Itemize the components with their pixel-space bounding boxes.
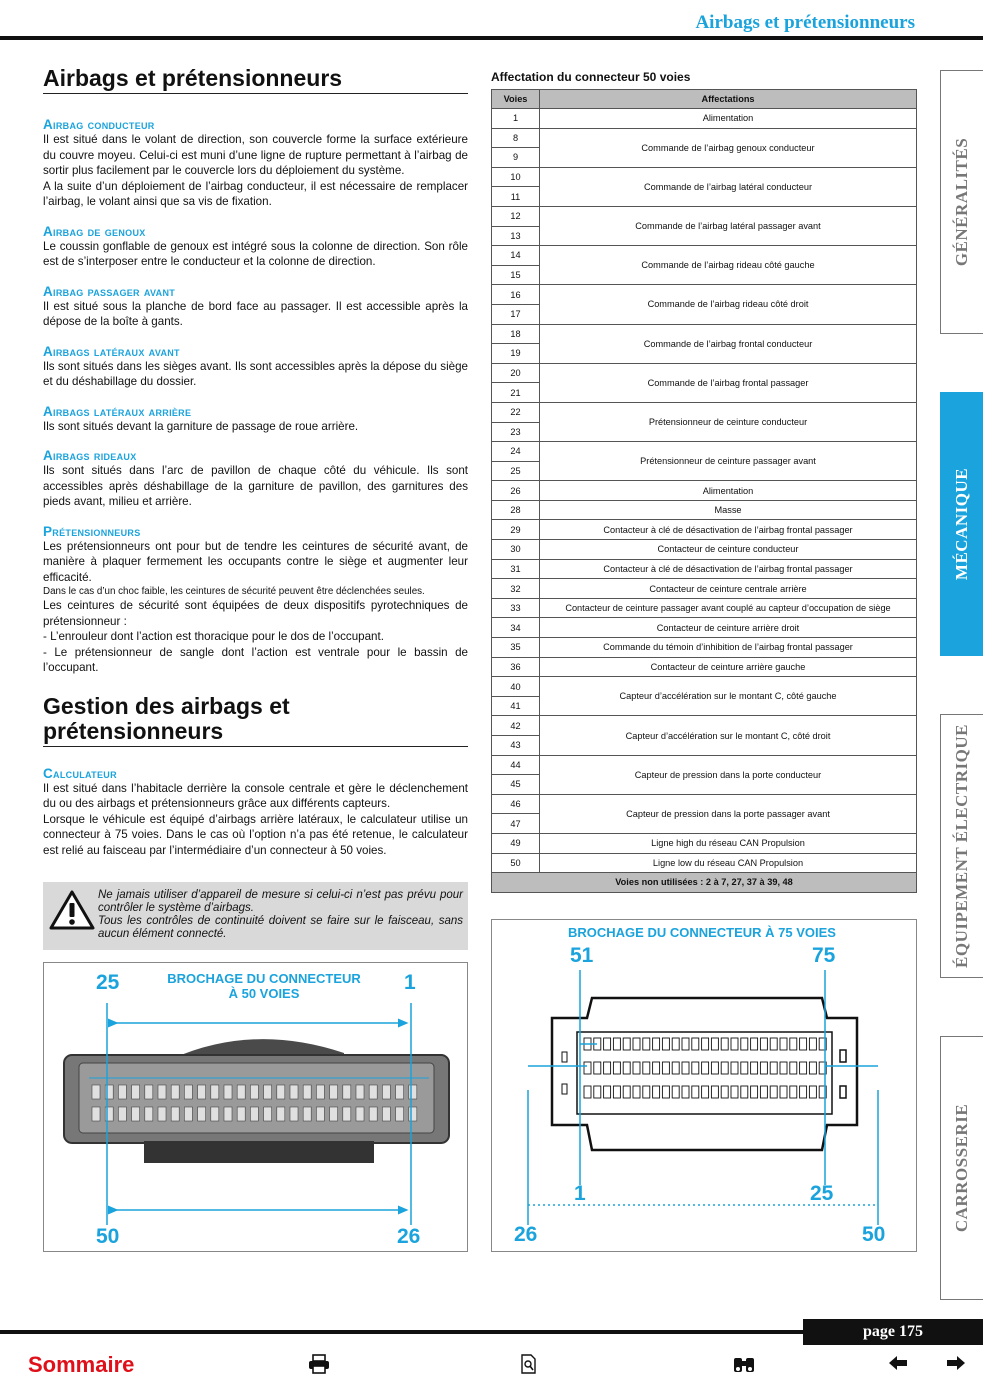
connector-pin bbox=[613, 1038, 620, 1050]
pin-label: 1 bbox=[404, 971, 416, 994]
paragraph: - Le prétensionneur de sangle dont l’action est ventrale pour le bassin de l’occupant. bbox=[43, 645, 468, 674]
paragraph: Ils sont situés devant la garniture de passage de roue arrière. bbox=[43, 419, 359, 433]
connector-pin bbox=[158, 1107, 166, 1121]
connector-pin bbox=[662, 1062, 669, 1074]
table-row bbox=[492, 794, 917, 814]
connector-pin bbox=[702, 1038, 709, 1050]
connector-pin bbox=[171, 1107, 179, 1121]
connector-pin bbox=[770, 1062, 777, 1074]
connector-pin bbox=[369, 1085, 377, 1099]
header-voies: Voies bbox=[492, 90, 540, 109]
running-header: Airbags et prétensionneurs bbox=[695, 12, 915, 33]
paragraph: Lorsque le véhicule est équipé d’airbags arrière latéraux, le calculateur utilise un connecteur à 75 voies. Dans le cas où l’option n’a pas été retenue, le calculateur est relié au faisceau par l’intermédiaire d’un connecteur à 50 voies. bbox=[43, 812, 468, 857]
affectation-cell: Commande de l’airbag latéral passager avant bbox=[540, 206, 917, 245]
connector-pin bbox=[343, 1107, 351, 1121]
paragraph: A la suite d’un déploiement de l’airbag conducteur, il est nécessaire de remplacer l’airbag, le volant ainsi que sa vis de fixation. bbox=[43, 179, 468, 208]
connector-pin bbox=[409, 1107, 417, 1121]
paragraph: - L’enrouleur dont l’action est thoracique pour le dos de l’occupant. bbox=[43, 630, 384, 643]
connector-pin bbox=[604, 1038, 611, 1050]
table-row bbox=[492, 853, 917, 873]
affectation-cell: Contacteur de ceinture arrière gauche bbox=[540, 657, 917, 677]
voie-cell: 45 bbox=[492, 775, 540, 795]
affectation-cell: Prétensionneur de ceinture conducteur bbox=[540, 402, 917, 441]
connector-pin bbox=[653, 1062, 660, 1074]
connector-pin bbox=[780, 1038, 787, 1050]
pin-label: 26 bbox=[397, 1225, 421, 1248]
table-row bbox=[492, 657, 917, 677]
affectation-cell: Capteur de pression dans la porte passager avant bbox=[540, 794, 917, 833]
table-row bbox=[492, 677, 917, 697]
connector-pin bbox=[633, 1038, 640, 1050]
affectation-cell: Ligne low du réseau CAN Propulsion bbox=[540, 853, 917, 873]
connector-pin bbox=[171, 1085, 179, 1099]
connector-pin bbox=[277, 1107, 285, 1121]
tab-generalites[interactable] bbox=[940, 70, 983, 334]
binoculars-icon[interactable] bbox=[732, 1354, 756, 1379]
connector-pin bbox=[594, 1086, 601, 1098]
connector-pin bbox=[760, 1062, 767, 1074]
connector-pin bbox=[604, 1062, 611, 1074]
voie-cell: 47 bbox=[492, 814, 540, 834]
header-rule bbox=[0, 36, 983, 40]
paragraph: Il est situé dans le volant de direction, son couvercle forme la surface extérieure du couvre moyeu. Celui-ci est muni d’une ligne de rupture permettant à l’airbag de sortir plus facilement par le couvercle lors du déploiement du système. bbox=[43, 133, 468, 177]
connector-pin bbox=[303, 1085, 311, 1099]
connector-pin bbox=[682, 1038, 689, 1050]
connector-pin bbox=[145, 1107, 153, 1121]
connector-pin bbox=[211, 1085, 219, 1099]
connector-pin bbox=[198, 1085, 206, 1099]
table-row bbox=[492, 442, 917, 462]
connector-pin bbox=[741, 1038, 748, 1050]
voie-cell: 31 bbox=[492, 559, 540, 579]
connector-pin bbox=[584, 1062, 591, 1074]
voie-cell: 18 bbox=[492, 324, 540, 344]
voie-cell: 22 bbox=[492, 402, 540, 422]
paragraph: Ils sont situés dans les sièges avant. Ils sont accessibles après la dépose du siège et du déshabillage du dossier. bbox=[43, 359, 468, 388]
tab-mecanique[interactable] bbox=[940, 392, 983, 656]
connector-pin bbox=[369, 1107, 377, 1121]
section-title-gestion: Gestion des airbags et prétensionneurs bbox=[43, 694, 468, 747]
voie-cell: 12 bbox=[492, 206, 540, 226]
connector-pin bbox=[731, 1086, 738, 1098]
connector-pin bbox=[356, 1107, 364, 1121]
connector-pin bbox=[158, 1085, 166, 1099]
affectation-cell: Contacteur de ceinture passager avant couplé au capteur d’occupation de siège bbox=[540, 598, 917, 618]
pin-label: 25 bbox=[96, 971, 120, 994]
connector-pin bbox=[92, 1085, 100, 1099]
connector-pin bbox=[184, 1107, 192, 1121]
connector-pin bbox=[613, 1086, 620, 1098]
connector-pin bbox=[780, 1086, 787, 1098]
voie-cell: 32 bbox=[492, 579, 540, 599]
connector-pin bbox=[780, 1062, 787, 1074]
connector-pin bbox=[662, 1086, 669, 1098]
connector-pin bbox=[623, 1062, 630, 1074]
caption-line: BROCHAGE DU CONNECTEUR bbox=[167, 971, 361, 986]
affectation-cell: Commande de l’airbag rideau côté gauche bbox=[540, 246, 917, 285]
heading-lateraux-arriere: Airbags latéraux arrière bbox=[43, 403, 192, 419]
warning-icon bbox=[49, 890, 95, 930]
affectation-cell: Masse bbox=[540, 500, 917, 520]
affectation-cell: Commande du témoin d’inhibition de l’airbag frontal passager bbox=[540, 638, 917, 658]
affectation-cell: Contacteur à clé de désactivation de l’airbag frontal passager bbox=[540, 559, 917, 579]
note-small: Dans le cas d’un choc faible, les ceintures de sécurité peuvent être déclenchées seules. bbox=[43, 586, 425, 597]
connector-pin bbox=[633, 1086, 640, 1098]
arrow-left-icon[interactable] bbox=[888, 1354, 908, 1377]
tab-carrosserie[interactable] bbox=[940, 1036, 983, 1300]
connector-pin bbox=[721, 1038, 728, 1050]
voie-cell: 40 bbox=[492, 677, 540, 697]
table-row bbox=[492, 481, 917, 501]
warning-box bbox=[43, 882, 468, 950]
voie-cell: 28 bbox=[492, 500, 540, 520]
connector-pin bbox=[584, 1086, 591, 1098]
voie-cell: 44 bbox=[492, 755, 540, 775]
connector-pin bbox=[800, 1086, 807, 1098]
connector-pin bbox=[770, 1086, 777, 1098]
connector-pin bbox=[132, 1085, 140, 1099]
connector-pin bbox=[613, 1062, 620, 1074]
affectation-cell: Commande de l’airbag frontal passager bbox=[540, 363, 917, 402]
table-row bbox=[492, 638, 917, 658]
connector-pin bbox=[237, 1085, 245, 1099]
voie-cell: 49 bbox=[492, 833, 540, 853]
connector-pin bbox=[790, 1038, 797, 1050]
connector-pin bbox=[343, 1085, 351, 1099]
connector-pin bbox=[809, 1038, 816, 1050]
connector-pin bbox=[198, 1107, 206, 1121]
connector-pin bbox=[604, 1086, 611, 1098]
voie-cell: 42 bbox=[492, 716, 540, 736]
voie-cell: 16 bbox=[492, 285, 540, 305]
connector-pin bbox=[277, 1085, 285, 1099]
table-row bbox=[492, 755, 917, 775]
connector-pin bbox=[250, 1085, 258, 1099]
caption-line: À 50 VOIES bbox=[228, 986, 300, 1001]
table-title: Affectation du connecteur 50 voies bbox=[491, 70, 691, 84]
paragraph: Le coussin gonflable de genoux est intégré sous la colonne de direction. Son rôle est de s’interposer entre le conducteur et la colonne de direction. bbox=[43, 239, 468, 268]
table-row bbox=[492, 206, 917, 226]
voie-cell: 24 bbox=[492, 442, 540, 462]
affectation-cell: Commande de l’airbag genoux conducteur bbox=[540, 128, 917, 167]
affectation-cell: Commande de l’airbag frontal conducteur bbox=[540, 324, 917, 363]
connector-pin bbox=[92, 1107, 100, 1121]
footer-rule bbox=[0, 1330, 803, 1334]
table-row bbox=[492, 363, 917, 383]
connector-pin bbox=[211, 1107, 219, 1121]
affectation-cell: Ligne high du réseau CAN Propulsion bbox=[540, 833, 917, 853]
pin-assignment-table bbox=[491, 89, 917, 893]
table-row bbox=[492, 520, 917, 540]
connector-pin bbox=[145, 1085, 153, 1099]
connector-pin bbox=[760, 1086, 767, 1098]
table-row bbox=[492, 128, 917, 148]
connector-pin bbox=[741, 1086, 748, 1098]
connector-pin bbox=[741, 1062, 748, 1074]
connector-pin bbox=[721, 1086, 728, 1098]
voie-cell: 20 bbox=[492, 363, 540, 383]
affectation-cell: Contacteur de ceinture arrière droit bbox=[540, 618, 917, 638]
connector-pin bbox=[316, 1085, 324, 1099]
voie-cell: 10 bbox=[492, 167, 540, 187]
voie-cell: 46 bbox=[492, 794, 540, 814]
figure-caption: BROCHAGE DU CONNECTEUR À 75 VOIES bbox=[568, 925, 836, 940]
tab-label: CARROSSERIE bbox=[952, 1103, 971, 1233]
heading-airbag-passager: Airbag passager avant bbox=[43, 283, 176, 299]
table-header-row bbox=[492, 90, 917, 109]
connector-pin bbox=[264, 1085, 272, 1099]
sommaire-link[interactable]: Sommaire bbox=[28, 1352, 135, 1377]
connector-pin bbox=[382, 1085, 390, 1099]
connector-pin bbox=[790, 1062, 797, 1074]
connector-pin bbox=[623, 1086, 630, 1098]
page-number: page 175 bbox=[803, 1319, 983, 1345]
heading-airbag-genoux: Airbag de genoux bbox=[43, 223, 146, 239]
connector-50-figure bbox=[43, 962, 468, 1252]
table-row bbox=[492, 167, 917, 187]
connector-pin bbox=[330, 1085, 338, 1099]
table-row bbox=[492, 109, 917, 129]
connector-pin bbox=[316, 1107, 324, 1121]
voie-cell: 21 bbox=[492, 383, 540, 403]
connector-pin bbox=[731, 1062, 738, 1074]
connector-pin bbox=[623, 1038, 630, 1050]
connector-pin bbox=[118, 1085, 126, 1099]
connector-pin bbox=[702, 1062, 709, 1074]
connector-pin bbox=[682, 1086, 689, 1098]
table-footer-row bbox=[492, 873, 917, 893]
connector-pin bbox=[132, 1107, 140, 1121]
voie-cell: 34 bbox=[492, 618, 540, 638]
heading-calculateur: Calculateur bbox=[43, 765, 117, 781]
connector-pin bbox=[356, 1085, 364, 1099]
connector-pin bbox=[224, 1085, 232, 1099]
heading-airbag-conducteur: Airbag conducteur bbox=[43, 117, 155, 132]
connector-pin bbox=[303, 1107, 311, 1121]
connector-pin bbox=[330, 1107, 338, 1121]
connector-pin bbox=[643, 1062, 650, 1074]
connector-pin bbox=[594, 1062, 601, 1074]
connector-pin bbox=[672, 1038, 679, 1050]
zoom-page-icon[interactable] bbox=[520, 1354, 538, 1379]
warning-text bbox=[98, 889, 463, 941]
table-row bbox=[492, 598, 917, 618]
affectation-cell: Capteur de pression dans la porte conducteur bbox=[540, 755, 917, 794]
affectation-cell: Alimentation bbox=[540, 109, 917, 129]
pin-label: 75 bbox=[812, 944, 836, 967]
unused-pins-cell: Voies non utilisées : 2 à 7, 27, 37 à 39, 48 bbox=[492, 873, 917, 893]
connector-pin bbox=[290, 1085, 298, 1099]
connector-pin bbox=[672, 1086, 679, 1098]
heading-lateraux-avant: Airbags latéraux avant bbox=[43, 343, 180, 359]
connector-pin bbox=[264, 1107, 272, 1121]
pin-label: 26 bbox=[514, 1223, 538, 1246]
affectation-cell: Contacteur de ceinture conducteur bbox=[540, 540, 917, 560]
connector-pin bbox=[224, 1107, 232, 1121]
voie-cell: 13 bbox=[492, 226, 540, 246]
affectation-cell: Commande de l’airbag rideau côté droit bbox=[540, 285, 917, 324]
arrow-right-icon[interactable] bbox=[946, 1354, 966, 1377]
connector-50-drawing bbox=[44, 963, 467, 1251]
pin-label: 50 bbox=[862, 1223, 886, 1246]
affectation-cell: Contacteur à clé de désactivation de l’airbag frontal passager bbox=[540, 520, 917, 540]
tab-label: GÉNÉRALITÉS bbox=[952, 137, 971, 267]
connector-pin bbox=[721, 1062, 728, 1074]
voie-cell: 19 bbox=[492, 344, 540, 364]
voie-cell: 11 bbox=[492, 187, 540, 207]
connector-pin bbox=[711, 1038, 718, 1050]
left-column bbox=[43, 66, 468, 858]
connector-pin bbox=[790, 1086, 797, 1098]
voie-cell: 41 bbox=[492, 696, 540, 716]
voie-cell: 14 bbox=[492, 246, 540, 266]
paragraph: Il est situé sous la planche de bord face au passager. Il est accessible après la dépose de la boîte à gants. bbox=[43, 299, 468, 328]
voie-cell: 35 bbox=[492, 638, 540, 658]
paragraph: Ils sont situés dans l’arc de pavillon de chaque côté du véhicule. Ils sont accessibles après déshabillage de la garniture de pavillon, des garnitures des pieds avant, milieu et arrière. bbox=[43, 464, 468, 508]
connector-pin bbox=[672, 1062, 679, 1074]
connector-pin bbox=[809, 1086, 816, 1098]
header-affectations: Affectations bbox=[540, 90, 917, 109]
voie-cell: 8 bbox=[492, 128, 540, 148]
connector-pin bbox=[643, 1086, 650, 1098]
connector-pin bbox=[692, 1062, 699, 1074]
connector-pin bbox=[692, 1038, 699, 1050]
voie-cell: 33 bbox=[492, 598, 540, 618]
connector-pin bbox=[711, 1062, 718, 1074]
connector-pin bbox=[382, 1107, 390, 1121]
table-row bbox=[492, 540, 917, 560]
tab-label: ÉQUIPEMENT ÉLECTRIQUE bbox=[952, 724, 971, 968]
affectation-cell: Contacteur de ceinture centrale arrière bbox=[540, 579, 917, 599]
connector-pin bbox=[409, 1085, 417, 1099]
affectation-cell: Alimentation bbox=[540, 481, 917, 501]
connector-75-drawing bbox=[492, 920, 916, 1251]
voie-cell: 43 bbox=[492, 736, 540, 756]
connector-pin bbox=[751, 1086, 758, 1098]
connector-pin bbox=[396, 1085, 404, 1099]
connector-pin bbox=[653, 1086, 660, 1098]
pin-label: 51 bbox=[570, 944, 594, 967]
section-title: Airbags et prétensionneurs bbox=[43, 66, 468, 94]
connector-pin bbox=[237, 1107, 245, 1121]
connector-pin bbox=[184, 1085, 192, 1099]
connector-pin bbox=[653, 1038, 660, 1050]
connector-pin bbox=[250, 1107, 258, 1121]
connector-pin bbox=[751, 1038, 758, 1050]
table-row bbox=[492, 402, 917, 422]
voie-cell: 17 bbox=[492, 304, 540, 324]
voie-cell: 50 bbox=[492, 853, 540, 873]
paragraph: Il est situé dans l’habitacle derrière la console centrale et gère le déclenchement du ou des airbags et prétensionneurs grâce aux différents capteurs. bbox=[43, 781, 468, 810]
paragraph: Les ceintures de sécurité sont équipées de deux dispositifs pyrotechniques de prétensionneur : bbox=[43, 599, 468, 628]
voie-cell: 25 bbox=[492, 461, 540, 481]
warning-line: Ne jamais utiliser d’appareil de mesure si celui-ci n’est pas prévu pour contrôler le système d’airbags. bbox=[98, 889, 463, 914]
heading-rideaux: Airbags rideaux bbox=[43, 448, 137, 463]
table-row bbox=[492, 559, 917, 579]
connector-pin bbox=[809, 1062, 816, 1074]
heading-pretensionneurs: Prétensionneurs bbox=[43, 523, 141, 539]
affectation-cell: Capteur d’accélération sur le montant C, côté gauche bbox=[540, 677, 917, 716]
connector-pin bbox=[800, 1062, 807, 1074]
voie-cell: 36 bbox=[492, 657, 540, 677]
connector-pin bbox=[662, 1038, 669, 1050]
affectation-cell: Capteur d’accélération sur le montant C, côté droit bbox=[540, 716, 917, 755]
connector-pin bbox=[290, 1107, 298, 1121]
table-row bbox=[492, 716, 917, 736]
connector-pin bbox=[770, 1038, 777, 1050]
tab-equipement-electrique[interactable] bbox=[940, 714, 983, 978]
voie-cell: 30 bbox=[492, 540, 540, 560]
connector-pin bbox=[800, 1038, 807, 1050]
table-row bbox=[492, 285, 917, 305]
pin-label: 25 bbox=[810, 1182, 834, 1205]
table-row bbox=[492, 324, 917, 344]
voie-cell: 9 bbox=[492, 148, 540, 168]
connector-pin bbox=[682, 1062, 689, 1074]
connector-pin bbox=[711, 1086, 718, 1098]
connector-pin bbox=[692, 1086, 699, 1098]
printer-icon[interactable] bbox=[308, 1354, 330, 1379]
warning-line: Tous les contrôles de continuité doivent se faire sur le faisceau, sans aucun élément connecté. bbox=[98, 915, 463, 940]
pin-label: 1 bbox=[574, 1182, 586, 1205]
voie-cell: 1 bbox=[492, 109, 540, 129]
table-row bbox=[492, 579, 917, 599]
connector-pin bbox=[751, 1062, 758, 1074]
tab-label: MÉCANIQUE bbox=[952, 467, 971, 581]
table-row bbox=[492, 618, 917, 638]
paragraph: Les prétensionneurs ont pour but de tendre les ceintures de sécurité avant, de manière à plaquer fermement les occupants contre le siège et augmenter leur efficacité. bbox=[43, 539, 468, 584]
affectation-cell: Commande de l’airbag latéral conducteur bbox=[540, 167, 917, 206]
connector-pin bbox=[731, 1038, 738, 1050]
table-row bbox=[492, 833, 917, 853]
connector-pin bbox=[633, 1062, 640, 1074]
pin-label: 50 bbox=[96, 1225, 120, 1248]
voie-cell: 26 bbox=[492, 481, 540, 501]
connector-pin bbox=[702, 1086, 709, 1098]
table-row bbox=[492, 246, 917, 266]
voie-cell: 23 bbox=[492, 422, 540, 442]
table-row bbox=[492, 500, 917, 520]
affectation-cell: Prétensionneur de ceinture passager avant bbox=[540, 442, 917, 481]
connector-75-figure bbox=[491, 919, 917, 1252]
connector-pin bbox=[396, 1107, 404, 1121]
connector-pin bbox=[760, 1038, 767, 1050]
connector-pin bbox=[118, 1107, 126, 1121]
voie-cell: 15 bbox=[492, 265, 540, 285]
voie-cell: 29 bbox=[492, 520, 540, 540]
connector-pin bbox=[643, 1038, 650, 1050]
